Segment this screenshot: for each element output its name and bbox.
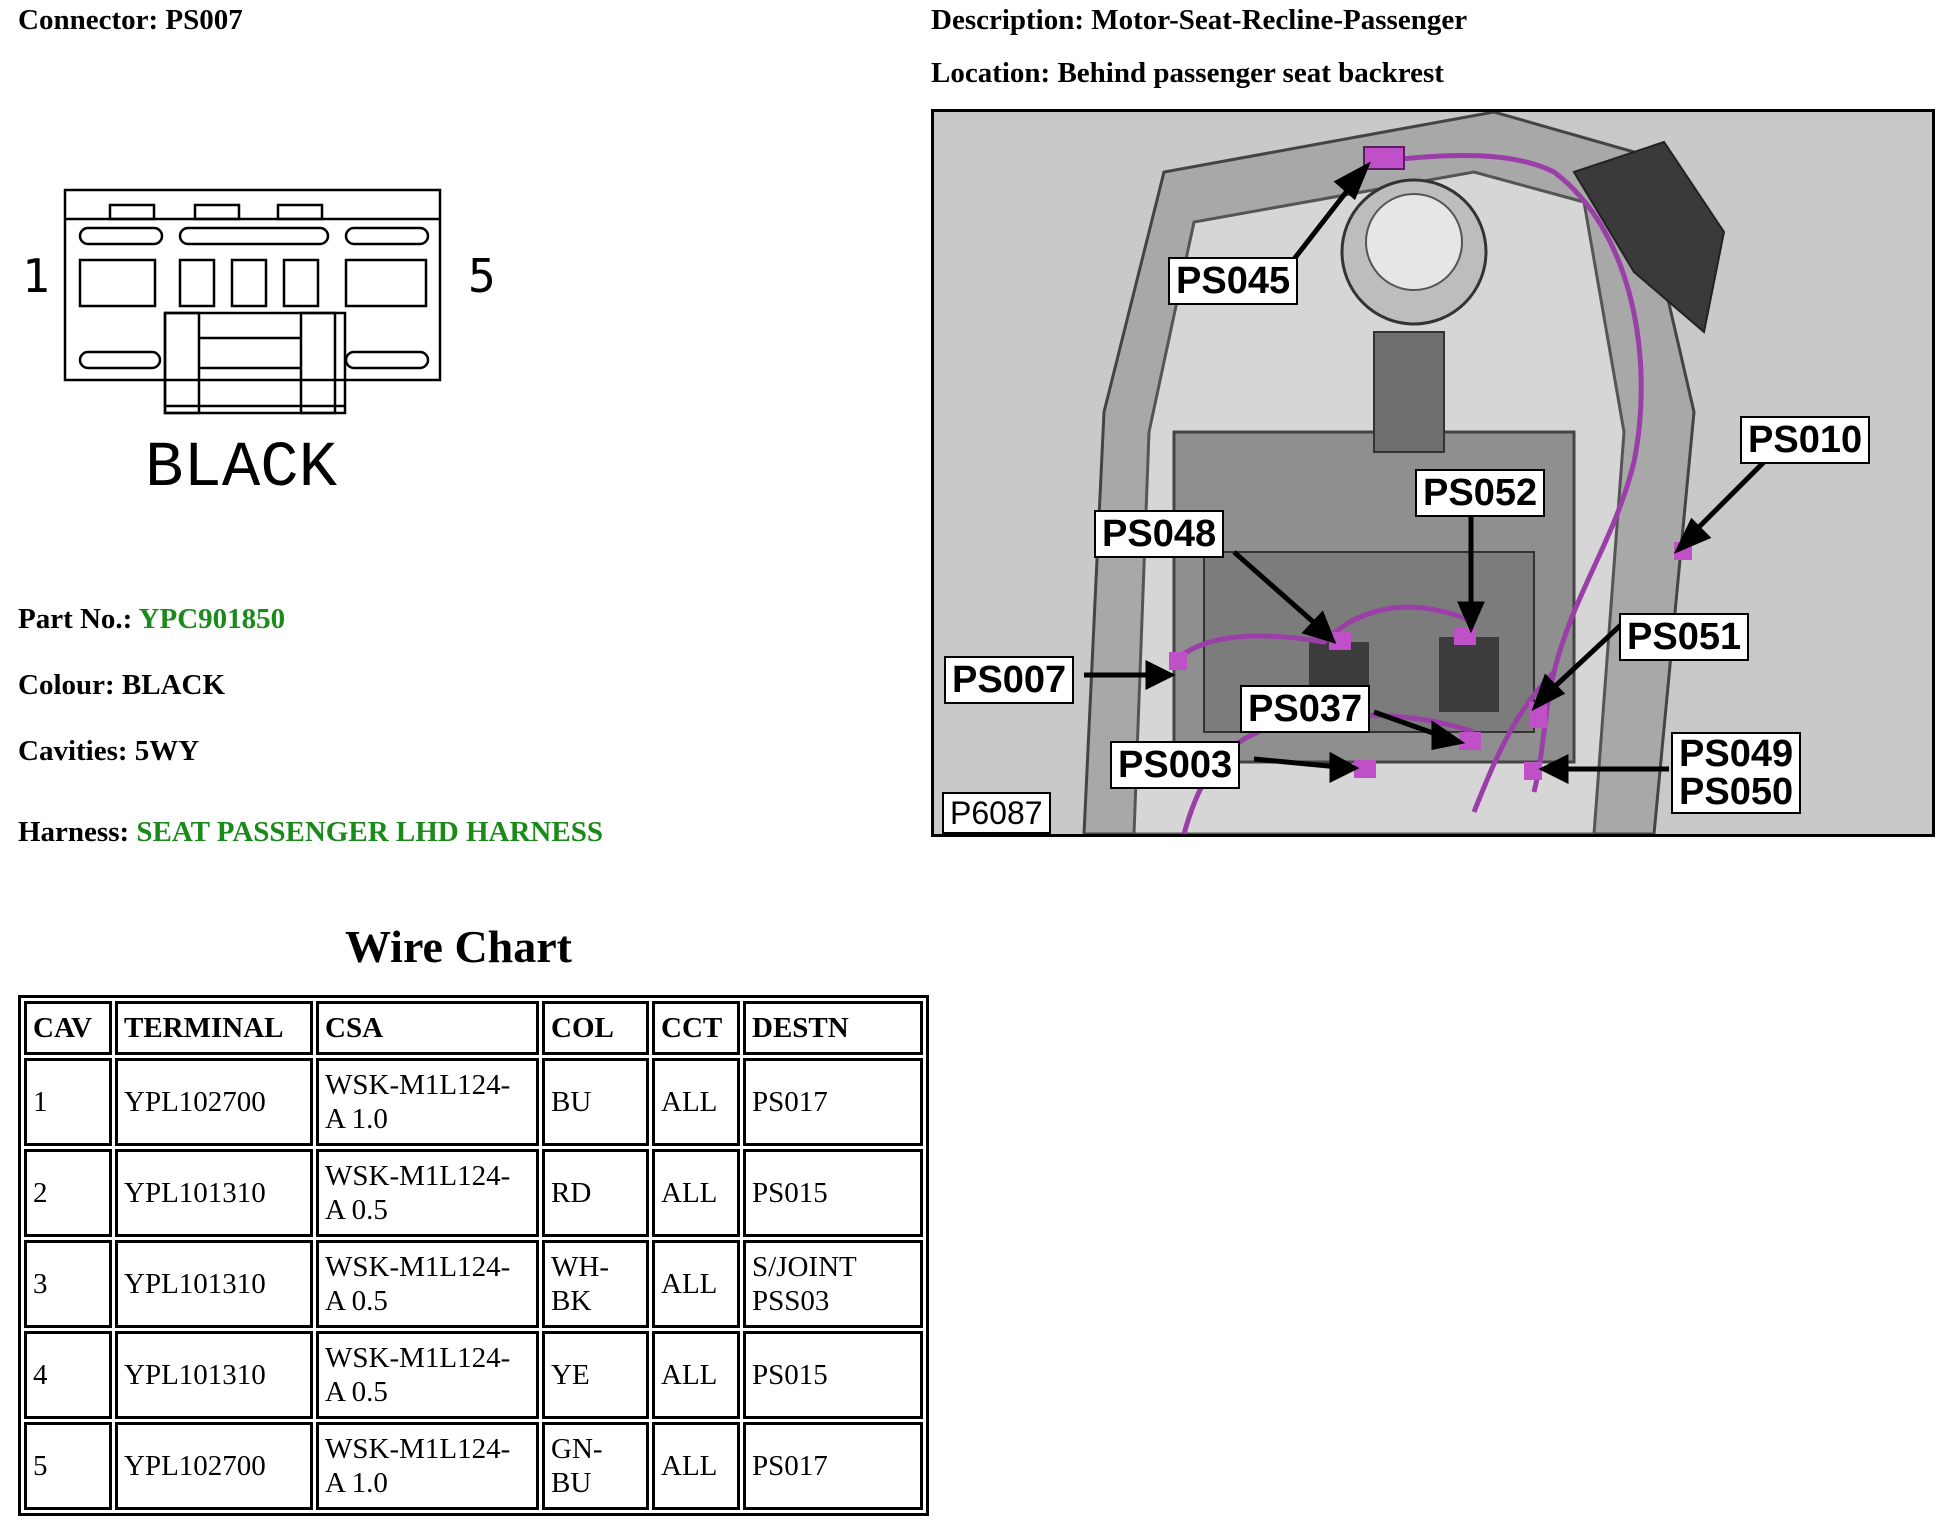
- callout-ps051: PS051: [1619, 613, 1749, 661]
- header-terminal: TERMINAL: [115, 1001, 313, 1055]
- cell-cav: 3: [24, 1240, 112, 1328]
- cell-csa: WSK-M1L124-A 0.5: [316, 1331, 539, 1419]
- table-row: [24, 1331, 923, 1419]
- part-number-link[interactable]: YPC901850: [138, 603, 286, 635]
- cell-col: BU: [542, 1058, 649, 1146]
- cell-csa: WSK-M1L124-A 1.0: [316, 1422, 539, 1510]
- cell-csa: WSK-M1L124-A 0.5: [316, 1240, 539, 1328]
- cell-terminal: YPL102700: [115, 1422, 313, 1510]
- cell-csa: WSK-M1L124-A 1.0: [316, 1058, 539, 1146]
- connector-line: [18, 4, 243, 37]
- connector-colour-label: BLACK: [145, 433, 338, 505]
- pin-5-label: 5: [468, 249, 496, 303]
- location-value: Behind passenger seat backrest: [1057, 57, 1444, 89]
- cell-col: RD: [542, 1149, 649, 1237]
- connector-face-diagram: [10, 170, 510, 510]
- cavities-label: Cavities:: [18, 735, 128, 767]
- callout-ps045: PS045: [1168, 257, 1298, 305]
- callout-ps048: PS048: [1094, 510, 1224, 558]
- cell-cav: 4: [24, 1331, 112, 1419]
- description-line: [931, 4, 1467, 37]
- description-value: Motor-Seat-Recline-Passenger: [1091, 4, 1468, 36]
- pin-1-label: 1: [22, 249, 50, 303]
- header-csa: CSA: [316, 1001, 539, 1055]
- cell-terminal: YPL101310: [115, 1240, 313, 1328]
- harness-line: [18, 816, 603, 849]
- callout-ps049-ps050: [1671, 732, 1801, 814]
- wire-chart-table: [18, 995, 929, 1516]
- colour-line: [18, 669, 225, 702]
- callout-ps052: PS052: [1415, 469, 1545, 517]
- cell-terminal: YPL101310: [115, 1149, 313, 1237]
- cell-destn: PS017: [743, 1422, 923, 1510]
- callout-ps050: PS050: [1679, 771, 1794, 813]
- table-row: [24, 1422, 923, 1510]
- header-col: COL: [542, 1001, 649, 1055]
- part-number-line: [18, 603, 285, 636]
- header-cav: CAV: [24, 1001, 112, 1055]
- cell-csa: WSK-M1L124-A 0.5: [316, 1149, 539, 1237]
- cell-cct: ALL: [652, 1149, 740, 1237]
- cell-col: WH-BK: [542, 1240, 649, 1328]
- table-row: [24, 1149, 923, 1237]
- figure-id: P6087: [942, 792, 1051, 834]
- callout-ps007: PS007: [944, 656, 1074, 704]
- cell-cct: ALL: [652, 1058, 740, 1146]
- connector-value: PS007: [165, 4, 243, 36]
- location-photo: [931, 109, 1935, 837]
- cell-cav: 2: [24, 1149, 112, 1237]
- header-destn: DESTN: [743, 1001, 923, 1055]
- cell-cct: ALL: [652, 1331, 740, 1419]
- table-row: [24, 1240, 923, 1328]
- cell-cct: ALL: [652, 1422, 740, 1510]
- cell-destn: S/JOINT PSS03: [743, 1240, 923, 1328]
- cell-cct: ALL: [652, 1240, 740, 1328]
- location-line: [931, 57, 1444, 90]
- table-row: [24, 1058, 923, 1146]
- cell-destn: PS015: [743, 1331, 923, 1419]
- header-cct: CCT: [652, 1001, 740, 1055]
- cell-terminal: YPL102700: [115, 1058, 313, 1146]
- cavities-line: [18, 735, 199, 768]
- callout-ps037: PS037: [1240, 685, 1370, 733]
- cell-cav: 1: [24, 1058, 112, 1146]
- cell-col: GN-BU: [542, 1422, 649, 1510]
- callout-ps049: PS049: [1679, 733, 1794, 775]
- cell-destn: PS015: [743, 1149, 923, 1237]
- part-number-label: Part No.:: [18, 603, 133, 635]
- callout-ps003: PS003: [1110, 741, 1240, 789]
- connector-label: Connector:: [18, 4, 159, 36]
- description-label: Description:: [931, 4, 1085, 36]
- colour-value: BLACK: [121, 669, 226, 701]
- harness-label: Harness:: [18, 816, 130, 848]
- cavities-value: 5WY: [134, 735, 200, 767]
- cell-terminal: YPL101310: [115, 1331, 313, 1419]
- location-label: Location:: [931, 57, 1051, 89]
- cell-cav: 5: [24, 1422, 112, 1510]
- harness-link[interactable]: SEAT PASSENGER LHD HARNESS: [136, 816, 603, 848]
- wire-chart-title: Wire Chart: [345, 921, 572, 972]
- table-header-row: [24, 1001, 923, 1055]
- cell-destn: PS017: [743, 1058, 923, 1146]
- callout-ps010: PS010: [1740, 416, 1870, 464]
- colour-label: Colour:: [18, 669, 115, 701]
- cell-col: YE: [542, 1331, 649, 1419]
